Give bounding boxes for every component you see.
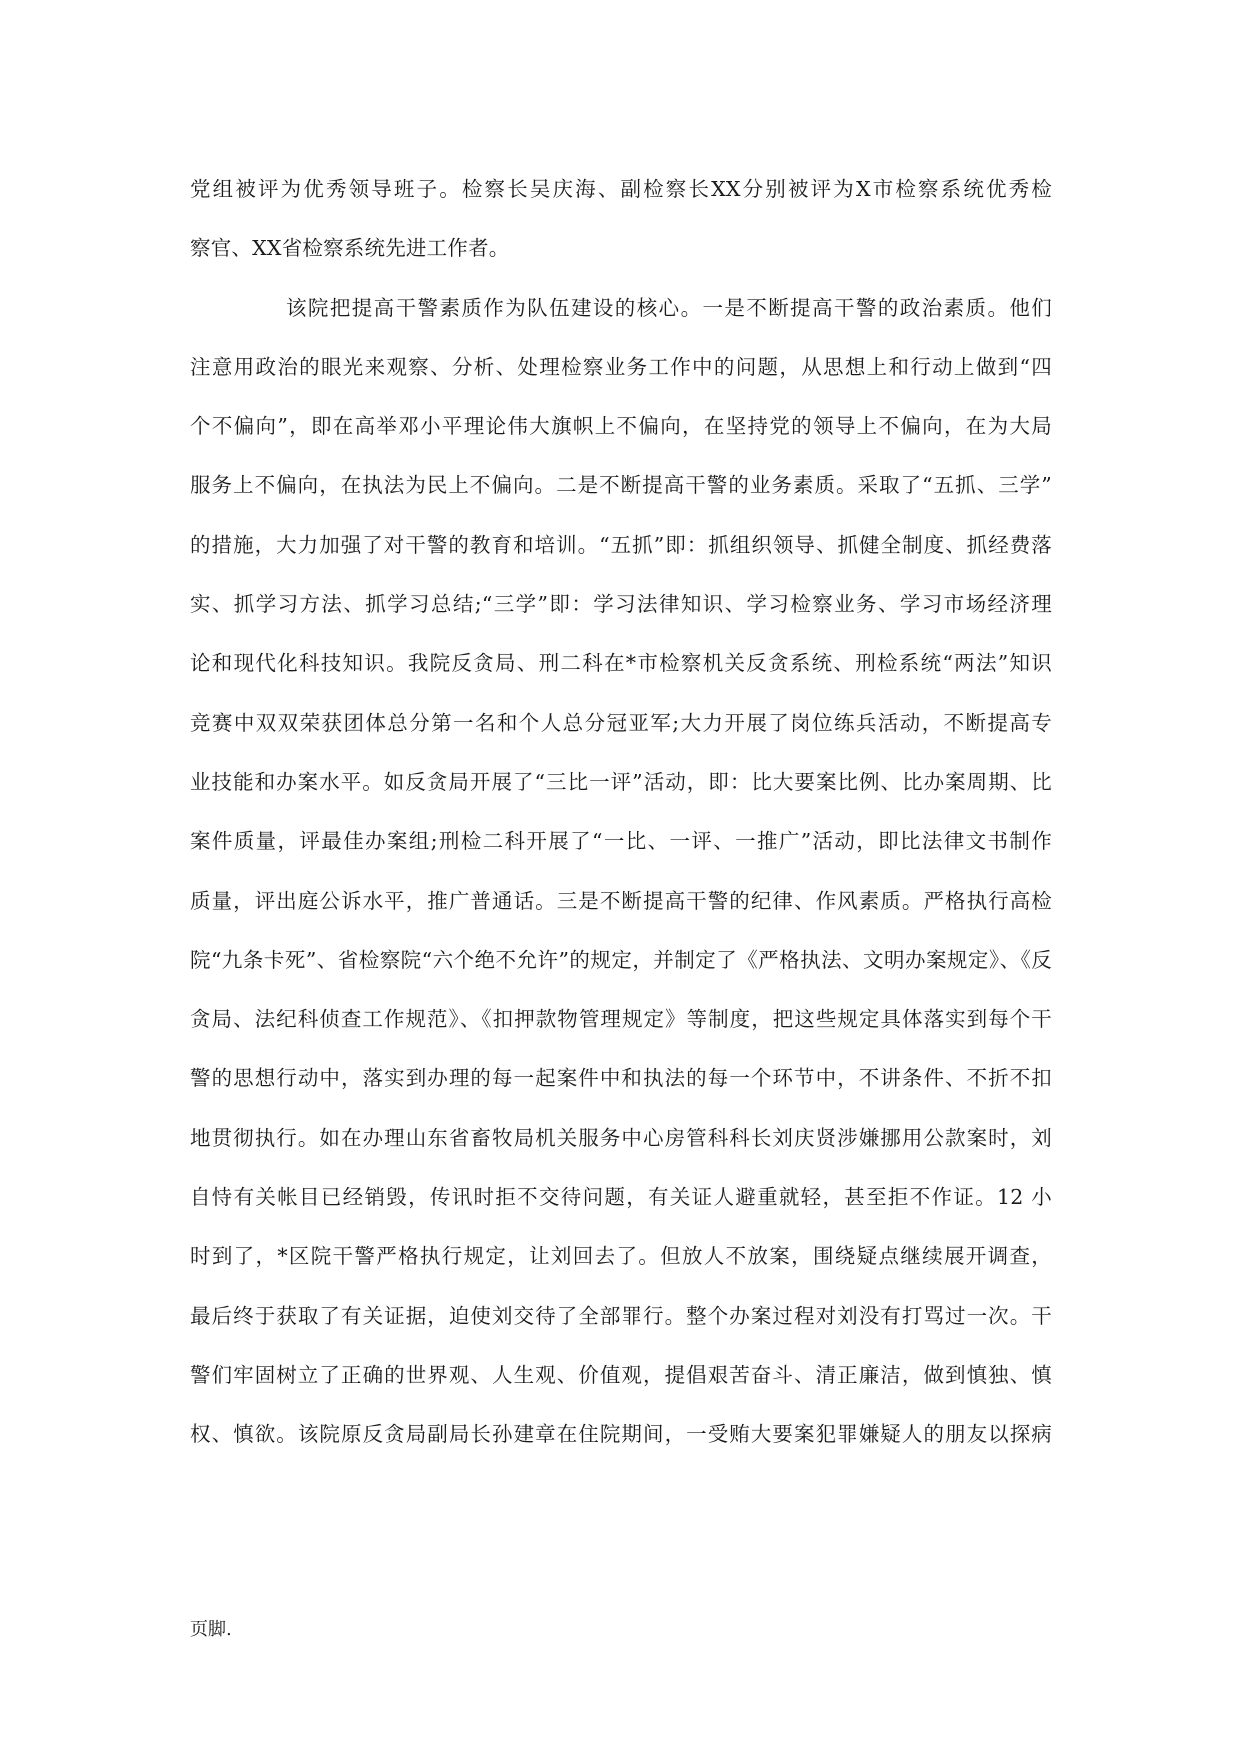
text-line: 竞赛中双双荣获团体总分第一名和个人总分冠亚军;大力开展了岗位练兵活动，不断提高专 [190,710,1052,735]
text-line: 警们牢固树立了正确的世界观、人生观、价值观，提倡艰苦奋斗、清正廉洁，做到慎独、慎 [190,1362,1052,1387]
text-line: 的措施，大力加强了对干警的教育和培训。“五抓”即：抓组织领导、抓健全制度、抓经费落 [190,532,1052,557]
text-line: 质量，评出庭公诉水平，推广普通话。三是不断提高干警的纪律、作风素质。严格执行高检 [190,888,1052,913]
text-line: 地贯彻执行。如在办理山东省畜牧局机关服务中心房管科科长刘庆贤涉嫌挪用公款案时，刘 [190,1125,1052,1150]
text-line: 党组被评为优秀领导班子。检察长吴庆海、副检察长XX分别被评为X市检察系统优秀检 [190,177,1052,201]
body-text [190,160,1052,1465]
text-line: 贪局、法纪科侦查工作规范》、《扣押款物管理规定》等制度，把这些规定具体落实到每个干 [190,1007,1052,1032]
text-line: 论和现代化科技知识。我院反贪局、刑二科在*市检察机关反贪系统、刑检系统“两法”知识 [190,651,1052,676]
text-line: 时到了，*区院干警严格执行规定，让刘回去了。但放人不放案，围绕疑点继续展开调查， [190,1244,1052,1269]
text-line: 最后终于获取了有关证据，迫使刘交待了全部罪行。整个办案过程对刘没有打骂过一次。干 [190,1303,1052,1328]
text-line: 业技能和办案水平。如反贪局开展了“三比一评”活动，即：比大要案比例、比办案周期、比 [190,769,1052,794]
text-line: 自恃有关帐目已经销毁，传讯时拒不交待问题，有关证人避重就轻，甚至拒不作证。12 小 [190,1185,1052,1210]
text-line: 个不偏向”，即在高举邓小平理论伟大旗帜上不偏向，在坚持党的领导上不偏向，在为大局 [190,414,1052,439]
text-line: 实、抓学习方法、抓学习总结;“三学”即：学习法律知识、学习检察业务、学习市场经济理 [190,592,1052,617]
text-line: 察官、XX省检察系统先进工作者。 [190,236,510,261]
text-line: 警的思想行动中，落实到办理的每一起案件中和执法的每一个环节中，不讲条件、不折不扣 [190,1066,1052,1091]
page-footer: 页脚. [190,1619,232,1640]
paragraph-first-line: 该院把提高干警素质作为队伍建设的核心。一是不断提高干警的政治素质。他们 [286,295,1052,320]
text-line: 权、慎欲。该院原反贪局副局长孙建章在住院期间，一受贿大要案犯罪嫌疑人的朋友以探病 [190,1422,1052,1447]
text-line: 案件质量，评最佳办案组;刑检二科开展了“一比、一评、一推广”活动，即比法律文书制作 [190,829,1052,854]
text-line: 院“九条卡死”、省检察院“六个绝不允许”的规定，并制定了《严格执法、文明办案规定》、《反 [190,947,1052,972]
text-line: 注意用政治的眼光来观察、分析、处理检察业务工作中的问题，从思想上和行动上做到“四 [190,354,1052,379]
text-line: 服务上不偏向，在执法为民上不偏向。二是不断提高干警的业务素质。采取了“五抓、三学” [190,473,1052,498]
